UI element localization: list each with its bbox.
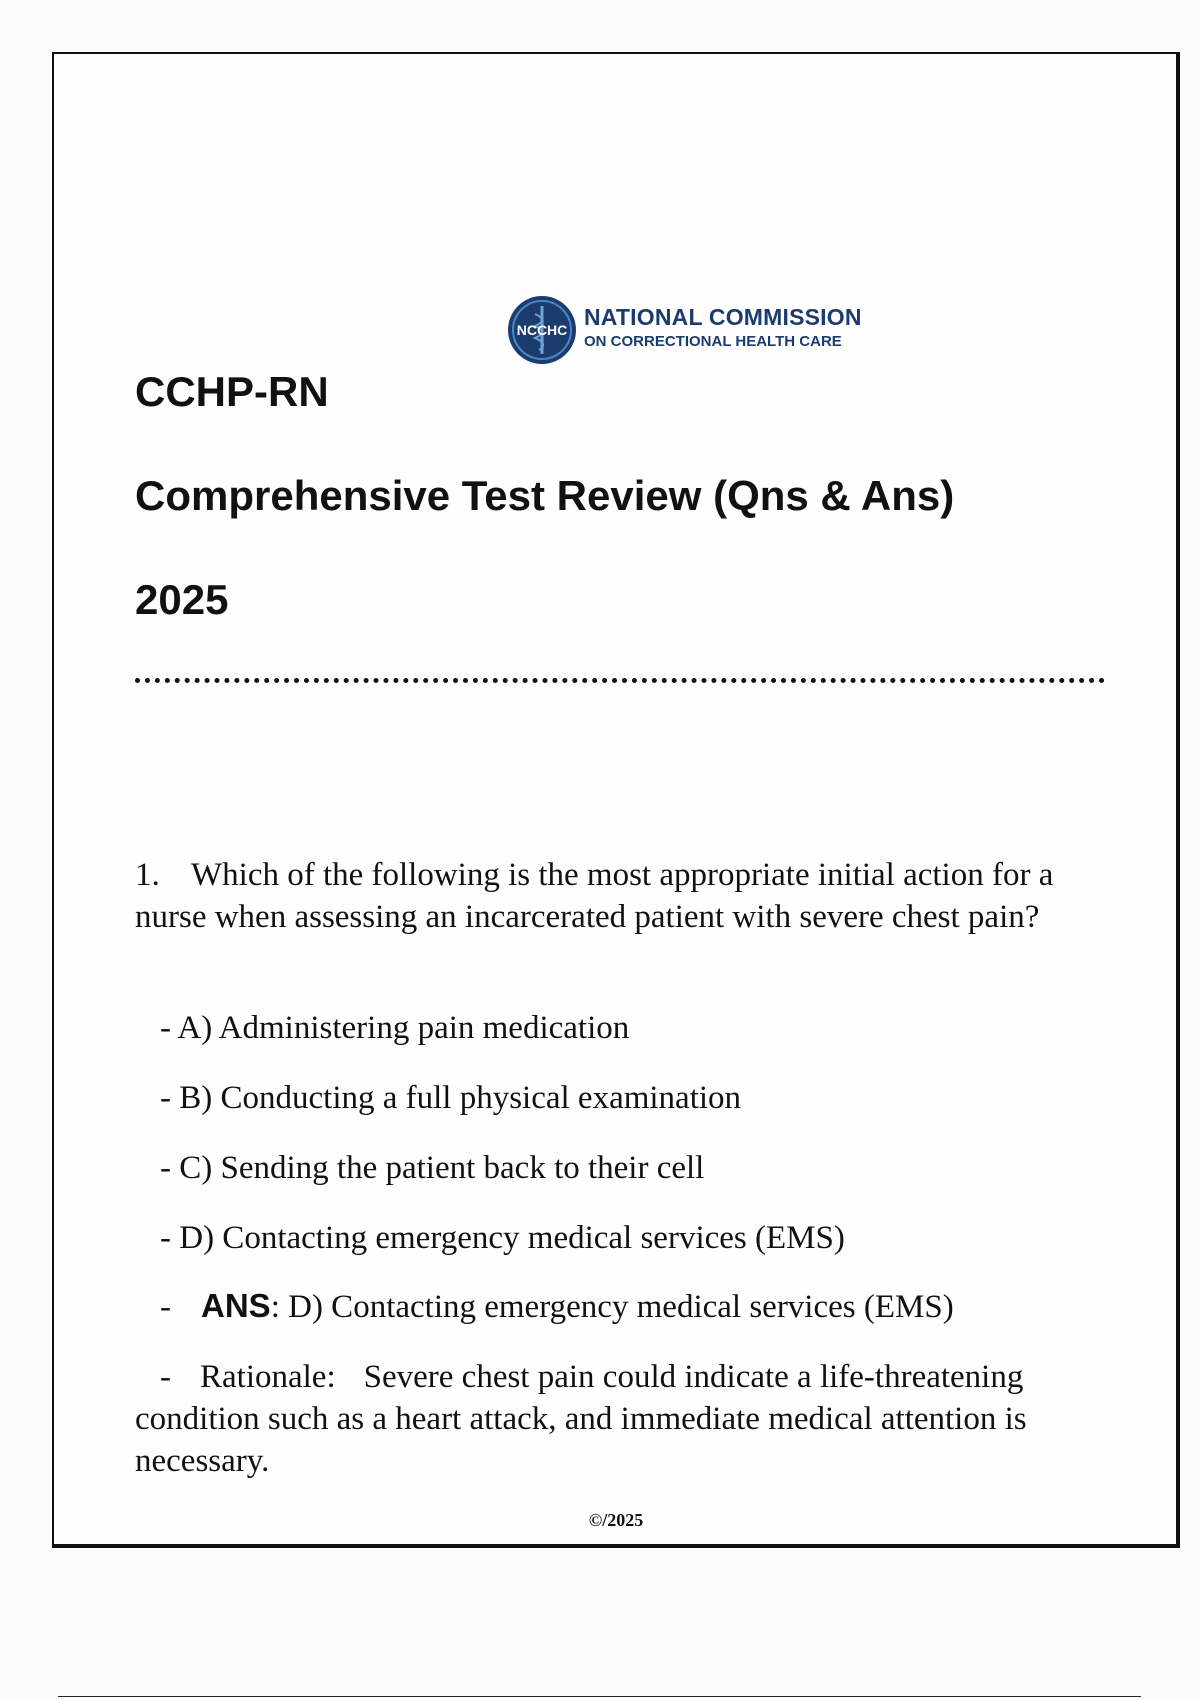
answer-line [160,1286,954,1327]
rationale-text: Severe chest pain could indicate a life-threatening condition such as a heart attack, and immediate medical attention is necessary. [135,1359,1027,1479]
logo-line-1: NATIONAL COMMISSION [584,304,862,330]
page-footer-copyright: ©/2025 [588,1510,644,1530]
rationale-dash: - [160,1359,171,1395]
document-year: 2025 [135,576,229,623]
option-d: - D) Contacting emergency medical services (EMS) [160,1220,845,1256]
option-c: - C) Sending the patient back to their cell [160,1150,705,1186]
document-title: Comprehensive Test Review (Qns & Ans) [135,472,955,519]
answer-text: : D) Contacting emergency medical services (EMS) [270,1289,954,1325]
option-b: - B) Conducting a full physical examination [160,1080,742,1116]
question-stem [135,854,1095,938]
question-number: 1. [135,857,160,893]
answer-dash: - [160,1289,171,1325]
exam-code-heading: CCHP-RN [135,368,329,415]
caduceus-seal-icon [506,294,578,366]
logo-wordmark [584,304,862,352]
logo-seal-text: NCCHC [516,322,568,338]
option-a: - A) Administering pain medication [160,1010,630,1046]
answer-label: ANS [201,1287,271,1324]
logo-line-2: ON CORRECTIONAL HEALTH CARE [584,333,842,350]
next-page-edge [58,1696,1141,1697]
dotted-divider [135,678,1105,683]
question-text: Which of the following is the most appropriate initial action for a nurse when assessing an incarcerated patient with severe chest pain? [135,857,1054,935]
rationale-block [135,1356,1095,1482]
ncchc-logo [506,294,866,368]
rationale-label: Rationale: [200,1359,336,1395]
